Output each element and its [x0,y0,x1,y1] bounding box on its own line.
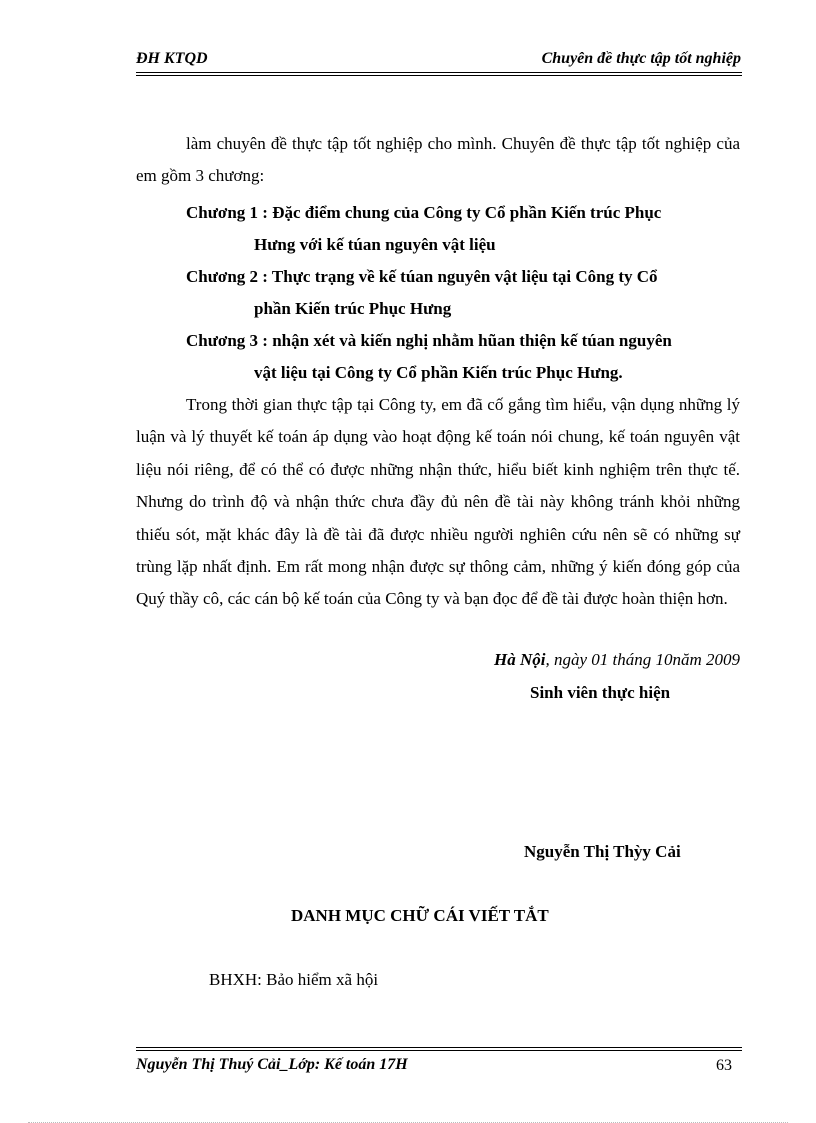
abbreviation-item: BHXH: Bảo hiểm xã hội [209,970,379,989]
intro-paragraph: làm chuyên đề thực tập tốt nghiệp cho mình. Chuyên đề thực tập tốt nghiệp của em gồm 3 chương: [136,134,740,186]
header-right-title: Chuyên đề thực tập tốt nghiệp [541,50,741,67]
chapter-2-title: Chương 2 : Thực trạng về kế túan nguyên vật liệu tại Công ty Cổ [186,267,658,286]
chapter-3-subtitle: vật liệu tại Công ty Cổ phần Kiến trúc Phục Hưng. [254,363,623,382]
header-left-title: ĐH KTQD [136,50,208,67]
chapter-item [186,325,672,389]
header-rule-top [136,72,742,73]
page-number: 63 [716,1057,732,1074]
footer-rule-top [136,1047,742,1048]
footer-rule-bottom [136,1050,742,1051]
signature-date: , ngày 01 tháng 10năm 2009 [545,650,740,669]
chapter-item [186,261,658,325]
chapter-item [186,197,661,261]
signature-role: Sinh viên thực hiện [530,683,671,702]
abbreviations-title: DANH MỤC CHỮ CÁI VIẾT TẮT [291,906,549,925]
header-rule-bottom [136,75,742,76]
signature-date-line [494,650,740,670]
chapter-1-title: Chương 1 : Đặc điểm chung của Công ty Cổ phần Kiến trúc Phục [186,203,662,222]
chapter-3-title: Chương 3 : nhận xét và kiến nghị nhằm hũan thiện kế túan nguyên [186,331,672,350]
main-paragraph: Trong thời gian thực tập tại Công ty, em đã cố gắng tìm hiểu, vận dụng những lý luận và lý thuyết kế toán áp dụng vào hoạt động kế toán nói chung, kế toán nguyên vật liệu nói riêng, để có thể có được những nhận thức, hiểu biết kinh nghiệm trên thực tế. Nhưng do trình độ và nhận thức chưa đầy đủ nên đề tài này không tránh khỏi những thiếu sót, mặt khác đây là đề tài đã được nhiều người nghiên cứu nên sẽ có những sự trùng lặp nhất định. Em rất mong nhận được sự thông cảm, những ý kiến đóng góp của Quý thầy cô, các cán bộ kế toán của Công ty và bạn đọc để đề tài được hoàn thiện hơn. [136,395,740,609]
chapter-1-subtitle: Hưng với kế túan nguyên vật liệu [254,235,496,254]
signature-name: Nguyễn Thị Thỳy Cải [524,842,681,861]
chapter-2-subtitle: phần Kiến trúc Phục Hưng [254,299,452,318]
footer-author: Nguyễn Thị Thuý Cải_Lớp: Kế toán 17H [136,1056,408,1073]
signature-place: Hà Nội [493,650,546,669]
